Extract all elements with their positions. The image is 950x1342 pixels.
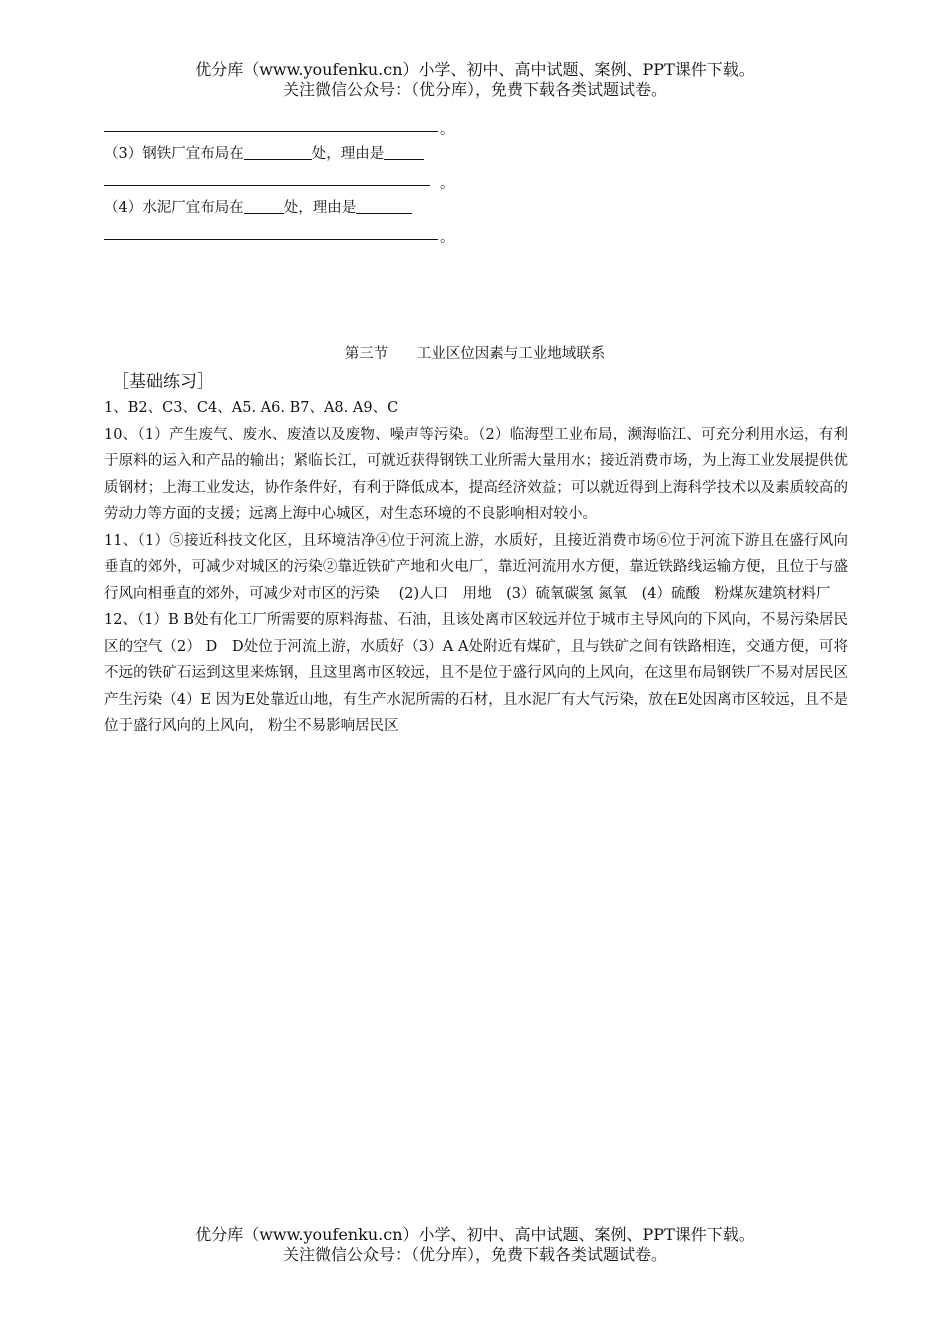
question-3 [104, 144, 424, 164]
answer-11: 11、（1）⑤接近科技文化区，且环境洁净④位于河流上游，水质好，且接近消费市场⑥位于河流下游且在盛行风向垂直的郊外，可减少对城区的污染②靠近铁矿产地和火电厂，靠近河流用水方便，靠近铁路线运输方便，且位于与盛行风向相垂直的郊外，可减少对市区的污染 (2)人口 用地 (3）硫氧碳氢 氮氧 (4）硫酸 粉煤灰建筑材料厂 [104, 532, 848, 602]
header-line-1: 优分库（www.youfenku.cn）小学、初中、高中试题、案例、PPT课件下载。 [195, 60, 755, 79]
question-4 [104, 198, 412, 218]
footer-line-2: 关注微信公众号：（优分库），免费下载各类试题试卷。 [282, 1245, 667, 1264]
q4-location-blank [244, 199, 284, 214]
q3-reason-blank [384, 145, 424, 160]
q3-prompt: （3）钢铁厂宜布局在 [104, 146, 244, 162]
footer-line-1: 优分库（www.youfenku.cn）小学、初中、高中试题、案例、PPT课件下载。 [195, 1225, 755, 1244]
q4-reason-prompt: 处，理由是 [283, 200, 357, 216]
line-period: 。 [440, 122, 455, 138]
answers-block [104, 395, 848, 740]
q3-location-blank [244, 145, 312, 160]
q3-answer-line [104, 167, 430, 186]
answer-12: 12、（1）B B处有化工厂所需要的原料海盐、石油，且该处离市区较远并位于城市主导风向的下风向，不易污染居民区的空气（2） D D处位于河流上游，水质好（3）A A处附近有煤矿，且与铁矿之间有铁路相连，交通方便，可将不远的铁矿石运到这里来炼钢，且这里离市区较远，且不是位于盛行风向的上风向，在这里布局钢铁厂不易对居民区产生污染（4）E 因为E处靠近山地，有生产水泥所需的石材，且水泥厂有大气污染，放在E处因离市区较远，且不是位于盛行风向的上风向， 粉尘不易影响居民区 [104, 612, 848, 734]
q3-reason-prompt: 处，理由是 [311, 146, 385, 162]
section-number: 第三节 [344, 346, 389, 362]
q3-period: 。 [440, 176, 455, 192]
section-title [0, 342, 950, 363]
section-name: 工业区位因素与工业地域联系 [416, 346, 606, 362]
page-footer [0, 1225, 950, 1265]
q4-period: 。 [440, 230, 455, 246]
header-line-2: 关注微信公众号：（优分库），免费下载各类试题试卷。 [282, 80, 667, 99]
q4-answer-line [104, 221, 438, 240]
answer-1-9: 1、B2、C3、C4、A5. A6. B7、A8. A9、C [104, 400, 399, 416]
answer-blank-line [104, 113, 438, 132]
q4-prompt: （4）水泥厂宜布局在 [104, 200, 244, 216]
q4-reason-blank [356, 199, 412, 214]
page-header [0, 60, 950, 100]
answer-10: 10、（1）产生废气、废水、废渣以及废物、噪声等污染。（2）临海型工业布局，濒海临江、可充分利用水运，有利于原料的运入和产品的输出；紧临长江，可就近获得钢铁工业所需大量用水；接近消费市场，为上海工业发展提供优质钢材；上海工业发达，协作条件好，有利于降低成本，提高经济效益；可以就近得到上海科学技术以及素质较高的劳动力等方面的支援；远离上海中心城区，对生态环境的不良影响相对较小。 [104, 426, 848, 522]
sub-heading: ［基础练习］ [112, 372, 214, 392]
